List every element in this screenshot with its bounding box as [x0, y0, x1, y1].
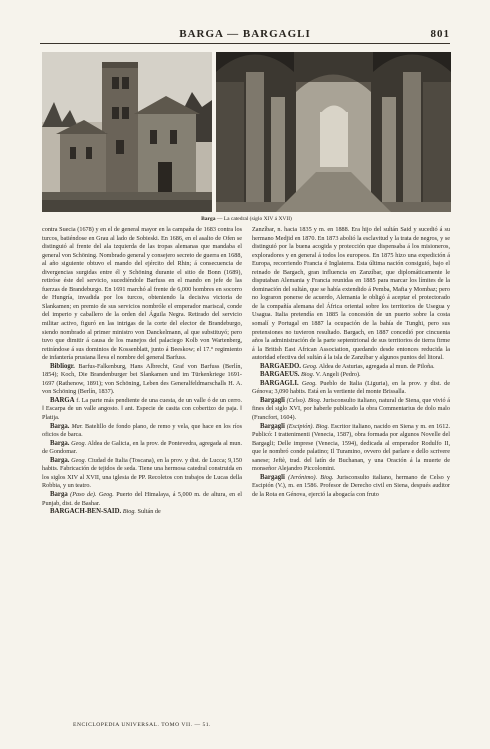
- entry-paragraph: Barga. Geog. Ciudad de Italia (Toscana), en la prov. y dist. de Lucca; 9,150 habits. Fabricación de tejidos de seda. Tiene una hermosa catedral construida en los siglos XIV al XVII, una iglesia de PP. Recoletos con trabajos de Lucas della Robbia, y un teatro.: [42, 456, 242, 490]
- entry-paragraph: BARGAGLI. Geog. Pueblo de Italia (Liguria), en la prov. y dist. de Génova; 3,090 habits. Está en la vertiente del monte Brissalla.: [252, 379, 450, 396]
- page-footer: ENCICLOPEDIA UNIVERSAL. TOMO VII. — 51.: [73, 722, 211, 728]
- page-number: 801: [430, 28, 450, 40]
- figure-caption: [42, 216, 451, 222]
- page-header: [40, 28, 450, 42]
- running-title: BARGA — BARGAGLI: [179, 28, 311, 40]
- entry-paragraph: BARGAEUS. Biog. V. Angeli (Pedro).: [260, 371, 361, 379]
- entry-paragraph: Barga. Mar. Batelillo de fondo plano, de remo y vela, que hace en los ríos oficios de barca.: [42, 422, 242, 439]
- entry-paragraph: Bibliogr. Barfus-Falkenburg, Hans Albrecht, Graf von Barfuss (Berlín, 1854); Koch, Die Brandenburger bei Slankamen und im Türkenkriege 1691-1697 (Rathenow, 1891); von Schöning, Leben des Generalfeldmarschalls H. A. von Schöning (Berlín, 1837).: [42, 362, 242, 396]
- entry-paragraph: Bargagli (Celso). Biog. Jurisconsulto italiano, natural de Siena, que vivió á fines del siglo XVI, por haberle publicado la obra Commentarius de dolo malo (Francfort, 1604).: [252, 396, 450, 422]
- caption-text: — La catedral (siglo XIV á XVII): [215, 216, 292, 222]
- entry-paragraph: BARGACH-BEN-SAID. Biog. Sultán de: [50, 508, 161, 516]
- bell-tower-photo: [42, 52, 212, 212]
- right-column: [252, 226, 450, 500]
- header-rule: [40, 43, 450, 44]
- entry-paragraph: contra Suecia (1678) y en el de general mayor en la campaña de 1683 contra los turcos, batiéndose en Grau al lado de Sobieski. En 1686, en el asalto de Ofen se distinguió al frente del ala izquierda de las tropas alemanas que mandaba el general von Schöning. Nombrado general y consejero secreto de guerra en 1688, al año siguiente obtuvo el mando del ejército del Rhin; á consecuencia de divergencias surgidas entre él y Schöning durante el sitio de Bonn (1689), retiróse éste del servicio, sucediéndole Barfuss en el mando en jefe de las fuerzas de Brandeburgo. En 1691 marchó al frente de 6,000 hombres en socorro de Hungría, invadida por los turcos, obteniendo la decisiva victoria de Slankamen; en premio de sus servicios nombróle el emperador mariscal, conde del imperio y caballero de la orden del Águila Negra. Retirado del servicio militar activo, figuró en las intrigas de la corte del elector de Brandeburgo, siendo nombrado al primer ministro von Danckelmann, al que substituyó; pero tuvo que dimitir á causa de los manejos del palaciego Kolb von Wartenberg, retirándose á sus dominios de Kossenblatt, junto á Beeskow; el 17.° regimiento de infantería prusiana lleva el nombre del general Barfuss.: [42, 226, 242, 362]
- entry-paragraph: Zanzíbar, n. hacia 1835 y m. en 1888. Era hijo del sultán Said y sucedió á su hermano Medjid en 1870. En 1873 abolió la esclavitud y la trata de negros, y se distinguió por la buena acogida y protección que dispensaba á los misioneros, exploradores y en general á todos los europeos. En 1875 hizo una expedición á Europa, recorriendo Francia é Inglaterra. Esta última nación consiguió, bajo el reinado de Bargach, gran influencia en Zanzíbar, que diplomáticamente le disputaban Alemania y Francia reunidas en 1885 para marcar los límites de la dominación del sultán, que se había extendido á Pemba, Mafia y Mombaz; pero no lograron ponerse de acuerdo, Alemania le obligó á aceptar el protectorado de la compañía alemana del África oriental sobre los territorios de Usegua y Usagua. Italia pretendía en 1885 la concesión de un puerto sobre la costa somalí y Portugal en 1887 la ocupación de la bahía de Tunghi, pero sus pretensiones no tuvieron resultado. Bargach, en 1887 concedió por cincuenta años la administración de la parte septentrional de sus territorios de tierra firme á la British East African Association, quedando desde entonces reducida la autoridad efectiva del sultán á la isla de Zanzíbar y algunos puntos del litoral.: [252, 226, 450, 362]
- cathedral-interior-photo: [216, 52, 451, 212]
- entry-paragraph: BARGA f. La parte más pendiente de una cuesta, de un valle ó de un cerro. ‖ Escarpa de un valle angosto. ‖ ant. Especie de casita con cobertizo de paja. ‖ Platija.: [42, 396, 242, 422]
- caption-label: Barga: [201, 216, 216, 222]
- entry-paragraph: Bargagli (Escipión). Biog. Escritor italiano, nacido en Siena y m. en 1612. Publicó: I trattenimenti (Venecia, 1587), obra formada por algunos Novelle del Bargagli; Delle imprese (Venecia, 1594), dedicada al emperador Rodulfo II, que le nombró conde palatino; Il Turamino, ovvero del parlare e dello scrivere sanese; Jeftè, trad. del latín de Buchanan, y una Oración á la muerte de monseñor Alejandro Piccolomini.: [252, 422, 450, 473]
- entry-paragraph: Barga (Paso de). Geog. Puerto del Himalaya, á 5,000 m. de altura, en el Punjab, dist. de Bashar.: [42, 490, 242, 507]
- left-column: [42, 226, 242, 517]
- entry-paragraph: Bargagli (Jerónimo). Biog. Jurisconsulto italiano, hermano de Celso y Escipión (V.), m. en 1586. Profesor de Derecho civil en Siena, después auditor de la Rota en Génova, ejerció la abogacía con fruto: [252, 473, 451, 498]
- entry-paragraph: Barga. Geog. Aldea de Galicia, en la prov. de Pontevedra, agregada al mun. de Gondomar.: [42, 439, 242, 456]
- entry-paragraph: BARGAEDO. Geog. Aldea de Asturias, agregada al mun. de Piloña.: [260, 362, 435, 370]
